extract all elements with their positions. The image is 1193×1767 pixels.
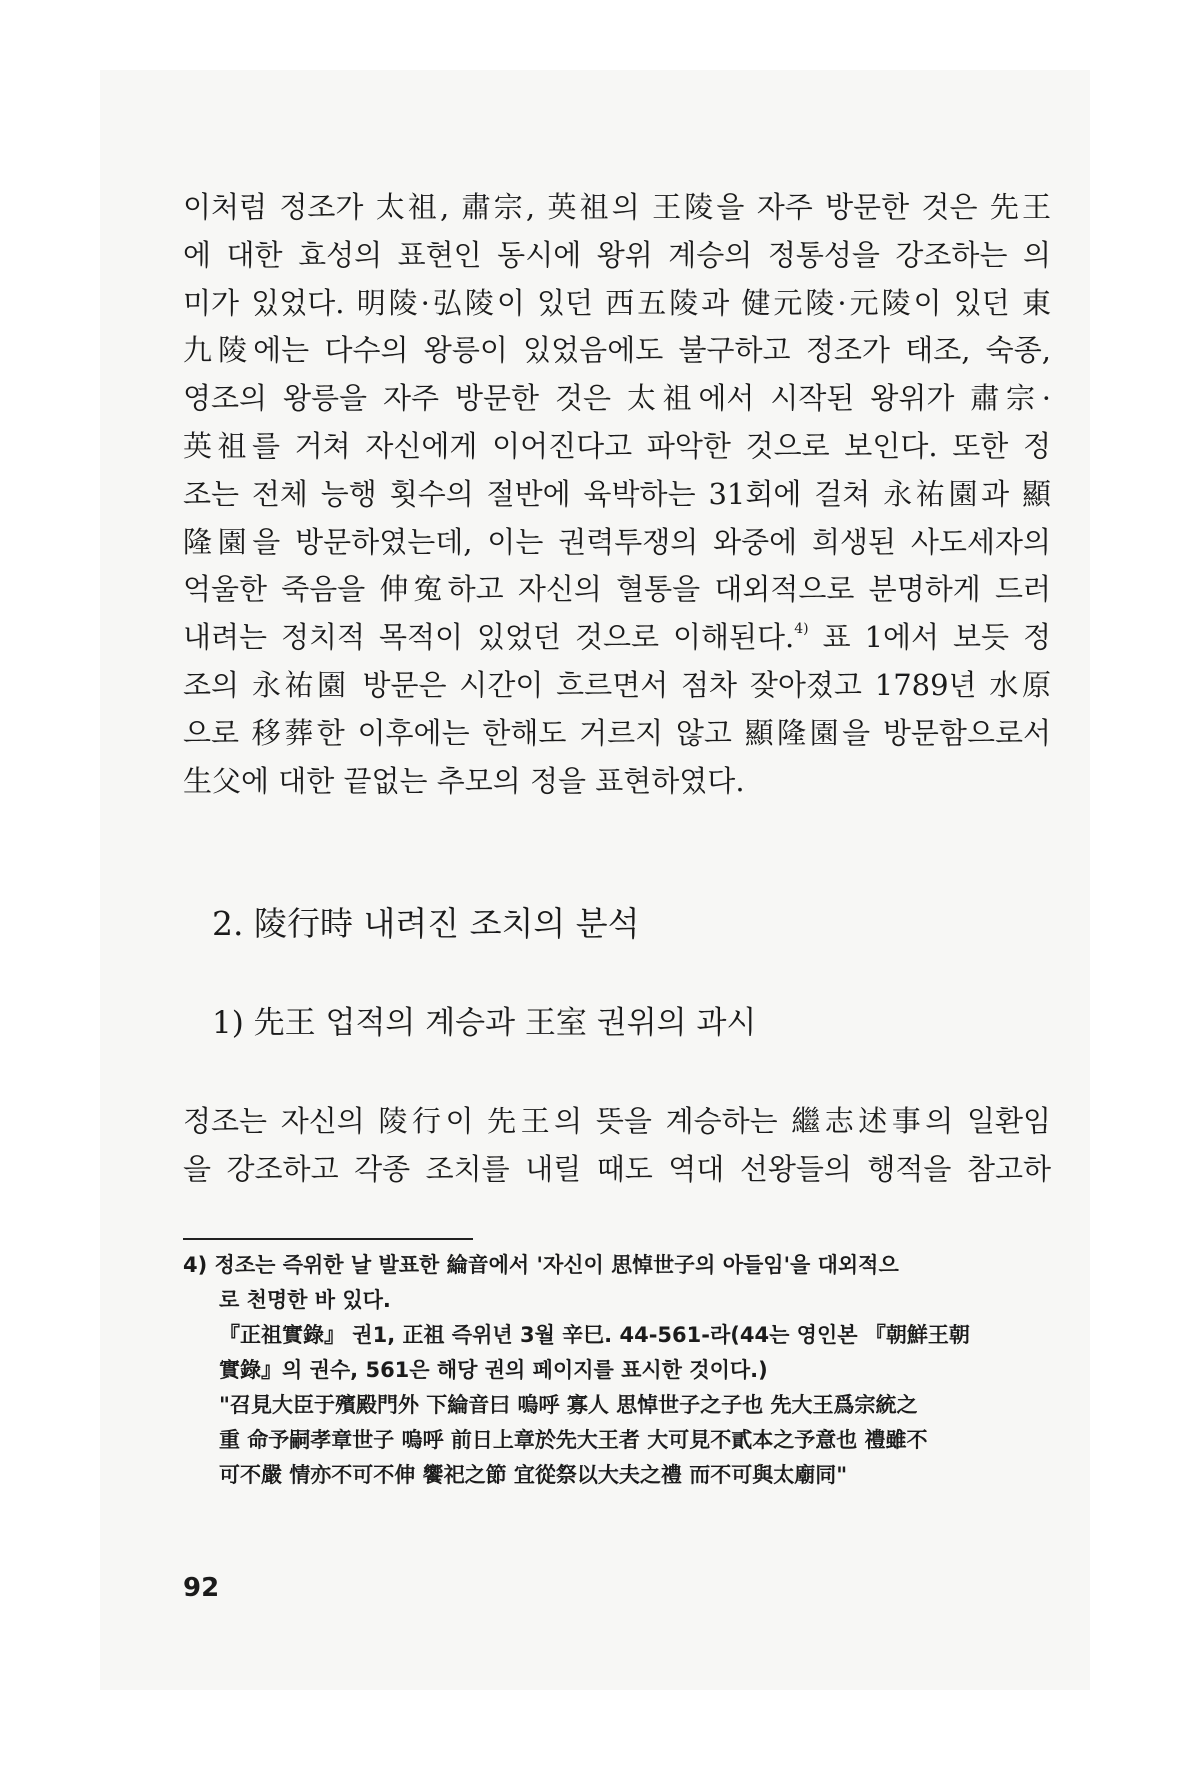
text-line: 英祖를 거쳐 자신에게 이어진다고 파악한 것으로 보인다. 또한 정 [183, 428, 1051, 463]
footnote-4 [183, 1248, 1051, 1493]
text-line: 으로 移葬한 이후에는 한해도 거르지 않고 顯隆園을 방문함으로서 [183, 715, 1051, 750]
body-paragraph-2 [183, 1098, 1051, 1194]
footnote-reference[interactable]: 4) [794, 621, 809, 638]
footnote-text: 정조는 즉위한 날 발표한 綸音에서 '자신이 思悼世子의 아들임'을 대외적으 [214, 1253, 899, 1277]
text-line: 生父에 대한 끝없는 추모의 정을 표현하였다. [183, 763, 745, 798]
footnote-line: 重 命予嗣孝章世子 嗚呼 前日上章於先大王者 大可見不貳本之予意也 禮雖不 [219, 1428, 928, 1452]
text-segment: 내려는 정치적 목적이 있었던 것으로 이해된다. [183, 620, 795, 655]
footnote-line [183, 1248, 1051, 1283]
text-line: 조는 전체 능행 횟수의 절반에 육박하는 31회에 걸쳐 永祐園과 顯 [183, 476, 1051, 511]
footnote-line: 『正祖實錄』 권1, 正祖 즉위년 3월 辛巳. 44-561-라(44는 영인본 『朝鮮王朝 [219, 1323, 970, 1347]
text-line: 九陵에는 다수의 왕릉이 있었음에도 불구하고 정조가 태조, 숙종, [183, 333, 1051, 368]
footnote-line: 로 천명한 바 있다. [219, 1288, 391, 1312]
footnote-line: "召見大臣于殯殿門外 下綸音曰 嗚呼 寡人 思悼世子之子也 先大王爲宗統之 [219, 1393, 918, 1417]
text-line: 억울한 죽음을 伸寃하고 자신의 혈통을 대외적으로 분명하게 드러 [183, 572, 1051, 607]
text-line: 정조는 자신의 陵行이 先王의 뜻을 계승하는 繼志述事의 일환임 [183, 1104, 1051, 1138]
text-line: 미가 있었다. 明陵·弘陵이 있던 西五陵과 健元陵·元陵이 있던 東 [183, 285, 1051, 320]
text-line-with-footnote-ref [183, 614, 1051, 662]
text-line: 에 대한 효성의 표현인 동시에 왕위 계승의 정통성을 강조하는 의 [183, 237, 1051, 272]
subsection-heading: 1) 先王 업적의 계승과 王室 권위의 과시 [212, 1005, 757, 1041]
section-heading: 2. 陵行時 내려진 조치의 분석 [212, 904, 640, 943]
footnote-number: 4) [183, 1253, 208, 1277]
text-line: 을 강조하고 각종 조치를 내릴 때도 역대 선왕들의 행적을 참고하 [183, 1151, 1051, 1186]
text-line: 영조의 왕릉을 자주 방문한 것은 太祖에서 시작된 왕위가 肅宗· [183, 381, 1051, 416]
text-segment: 표 1에서 보듯 정 [808, 620, 1051, 655]
text-line: 조의 永祐園 방문은 시간이 흐르면서 점차 잦아졌고 1789년 水原 [183, 667, 1051, 702]
body-paragraph-1 [183, 184, 1051, 805]
footnote-divider [183, 1238, 473, 1240]
footnote-line: 實錄』의 권수, 561은 해당 권의 페이지를 표시한 것이다.) [219, 1358, 768, 1382]
page-number: 92 [183, 1573, 220, 1603]
text-line: 隆園을 방문하였는데, 이는 권력투쟁의 와중에 희생된 사도세자의 [183, 524, 1051, 559]
footnote-line: 可不嚴 情亦不可不伸 饗祀之節 宜從祭以大夫之禮 而不可與太廟同" [219, 1463, 848, 1487]
text-line: 이처럼 정조가 太祖, 肅宗, 英祖의 王陵을 자주 방문한 것은 先王 [183, 190, 1051, 224]
